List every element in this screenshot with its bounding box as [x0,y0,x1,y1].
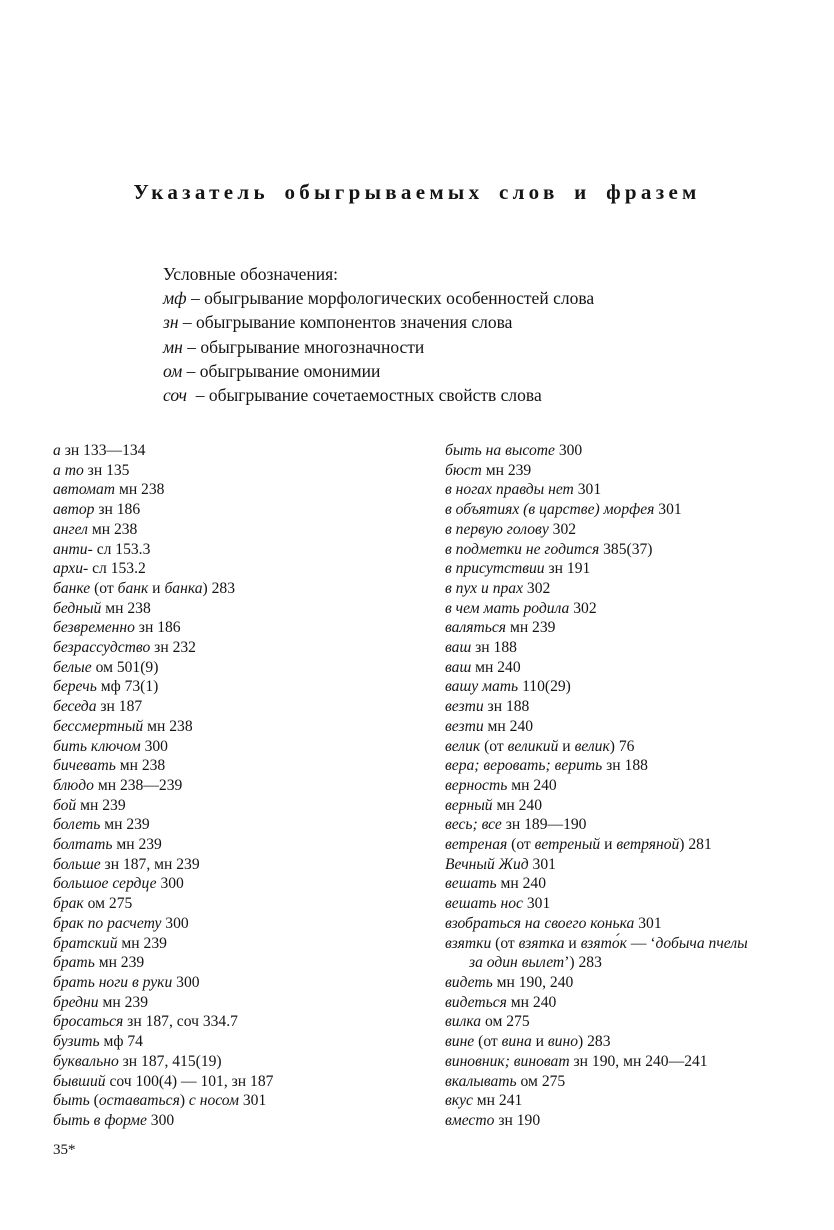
index-entry [445,1012,825,1032]
index-entry [53,776,403,796]
index-entry [445,480,825,500]
index-entry [53,737,403,757]
entry-headword: а то [53,461,84,479]
entry-reference: мн 238 [101,599,151,617]
legend-item [163,383,594,407]
entry-headword: за один вылет [469,954,565,972]
legend-separator: – [182,336,201,357]
index-entry [445,874,825,894]
entry-reference: мн 240 [492,796,542,814]
entry-headword: в пух и прах [445,579,524,597]
index-entry [445,618,825,638]
entry-headword: болтать [53,836,113,854]
legend-separator: – [186,288,205,309]
entry-reference: зн 186 [134,619,181,637]
index-entry [445,540,825,560]
index-entry [53,894,403,914]
entry-headword: безрассудство [53,639,151,657]
entry-headword: вместо [445,1111,495,1129]
index-entry [445,638,825,658]
entry-headword: в первую голову [445,520,549,538]
legend-item [163,335,594,359]
entry-headword: братский [53,934,118,952]
entry-headword: безвременно [53,619,135,637]
index-entry [445,776,825,796]
index-entry [53,1032,403,1052]
legend-description: обыгрывание омонимии [199,360,381,381]
index-entry [445,520,825,540]
entry-headword: везти [445,698,484,716]
index-entry [445,815,825,835]
entry-reference: зн 186 [94,501,141,519]
entry-reference: ( [89,1092,99,1110]
index-entry [53,914,403,934]
entry-headword: вера; веровать; верить [445,757,603,775]
entry-headword: вешать нос [445,895,523,913]
entry-reference: ) 281 [679,836,712,854]
entry-headword: вине [445,1033,475,1051]
index-entry [53,1072,403,1092]
index-entry [53,520,403,540]
legend-item [163,286,594,310]
entry-reference: ом 275 [83,895,133,913]
index-entry [53,1091,403,1111]
legend-item [163,310,594,334]
entry-headword: брак по расчету [53,914,162,932]
entry-headword: бузить [53,1033,100,1051]
entry-reference: ) 283 [202,579,236,597]
index-entry [445,973,825,993]
entry-reference: мн 240 [471,658,521,676]
entry-reference: мн 240 [507,776,557,794]
entry-reference: мн 240 [506,993,557,1011]
entry-reference: 301 [522,895,551,913]
index-entry [53,717,403,737]
index-entry [53,1052,403,1072]
entry-headword: автор [53,501,95,519]
index-entry [53,677,403,697]
entry-headword: бюст [445,461,482,479]
entry-headword: велик [574,737,610,755]
index-entry [53,559,403,579]
entry-headword: велик [445,737,481,755]
index-entry [445,953,825,973]
entry-headword: верность [445,776,508,794]
entry-headword: брак [53,895,84,913]
entry-reference: мн 239 [481,461,532,479]
legend-items [163,286,594,407]
entry-headword: бить ключом [53,737,141,755]
entry-reference: 300 [554,442,583,459]
legend-separator: – [178,312,197,333]
index-entry [445,737,825,757]
index-entry [445,559,825,579]
entry-headword: вина [501,1033,532,1051]
legend [163,262,594,407]
entry-reference: ) 76 [609,737,635,755]
index-entry [445,441,825,461]
entry-headword: банка [164,579,203,597]
index-entry [53,579,403,599]
entry-headword: брать [53,954,95,972]
index-entry [53,500,403,520]
entry-reference: зн 135 [83,461,130,479]
entry-reference: мф 73(1) [96,678,159,696]
index-entry [53,638,403,658]
entry-reference: мн 240 [496,875,547,893]
entry-headword: вешать [445,875,497,893]
entry-headword: бессмертный [53,717,144,735]
entry-reference: мн 238—239 [93,776,183,794]
entry-reference: мф 74 [99,1033,143,1051]
index-entry [445,835,825,855]
index-entry [445,579,825,599]
entry-reference: ом 501(9) [91,658,159,676]
entry-reference: мн 239 [76,796,126,814]
entry-reference: зн 191 [544,560,591,578]
entry-headword: великий [507,737,559,755]
entry-reference: зн 187, соч 334.7 [123,1013,238,1031]
entry-reference: мн 239 [94,954,145,972]
legend-description: обыгрывание компонентов значения слова [196,312,513,333]
entry-headword: взятка [518,934,565,952]
index-entry [445,756,825,776]
entry-reference: 110(29) [518,678,571,696]
entry-reference: ’) 283 [564,954,602,972]
index-entry [445,1032,825,1052]
entry-reference: ) 283 [578,1033,611,1051]
entry-headword: быть [53,1092,90,1110]
index-entry [53,835,403,855]
index-entry [53,953,403,973]
entry-reference: зн 188 [602,757,648,775]
entry-headword: большое сердце [53,875,157,893]
entry-headword: ветряной [616,836,680,854]
entry-headword: ваш [445,639,472,657]
entry-headword: ветреная [445,836,508,854]
index-entry [53,934,403,954]
page-title: Указатель обыгрываемых слов и фразем [133,180,701,204]
entry-headword: банк [117,579,149,597]
index-entry [53,461,403,481]
entry-headword: ваш [445,658,472,676]
legend-abbr: зн [163,312,179,333]
entry-reference: зн 187 [96,698,143,716]
entry-headword: вилка [445,1013,482,1031]
entry-reference: 300 [140,737,168,755]
entry-reference: мн 239 [506,619,556,637]
entry-headword: в объятиях (в царстве) морфея [445,501,655,519]
entry-reference: (от [491,934,519,952]
entry-reference: 301 [528,855,556,873]
entry-reference: 301 [573,481,602,499]
entry-reference: мн 241 [472,1092,523,1110]
index-entry [53,756,403,776]
entry-reference: 301 [238,1092,267,1110]
entry-headword: видеться [445,993,507,1011]
entry-headword: буквально [53,1052,119,1070]
legend-separator: – [182,360,200,381]
entry-headword: ветреный [534,836,601,854]
index-entry [53,855,403,875]
index-entry [445,717,825,737]
entry-headword: бредни [53,993,99,1011]
index-entry [445,677,825,697]
index-entry [445,934,825,954]
entry-headword: автомат [53,481,116,499]
index-entry [53,973,403,993]
index-entry [445,914,825,934]
entry-reference: зн 188 [471,639,517,657]
entry-headword: бедный [53,599,102,617]
index-entry [53,1111,403,1131]
index-entry [445,894,825,914]
entry-reference: мн 238 [87,520,138,538]
entry-headword: вкалывать [445,1072,517,1090]
entry-headword: вино [547,1033,579,1051]
index-column-right [445,441,825,1131]
entry-headword: в подметки не годится [445,540,600,558]
entry-headword: болеть [53,816,101,834]
entry-headword: в чем мать родила [445,599,570,617]
entry-headword: банке [53,579,91,597]
entry-reference: соч 100(4) — 101, зн 187 [105,1072,274,1090]
entry-reference: 302 [548,520,577,538]
entry-headword: взято́к [580,934,627,952]
index-entry [53,540,403,560]
entry-reference: зн 232 [150,639,196,657]
entry-reference: мн 239 [100,816,150,834]
entry-reference: и [531,1033,548,1051]
index-entry [445,658,825,678]
entry-headword: быть в форме [53,1111,147,1129]
legend-abbr: мф [163,288,187,309]
entry-headword: ангел [53,520,88,538]
entry-headword: с носом [188,1092,239,1110]
entry-reference: 300 [146,1111,175,1129]
entry-reference: (от [90,579,118,597]
index-entry [53,796,403,816]
index-entry [53,599,403,619]
entry-reference: зн 190 [494,1111,541,1129]
index-entry [445,1111,825,1131]
entry-headword: анти- [53,540,93,558]
entry-headword: больше [53,855,101,873]
entry-reference: зн 189—190 [501,816,587,834]
entry-headword: вашу мать [445,678,519,696]
signature-mark: 35* [53,1142,76,1158]
entry-reference: 301 [654,501,682,519]
index-entry [53,697,403,717]
entry-reference: ) [179,1092,189,1110]
index-entry [53,874,403,894]
index-entry [53,1012,403,1032]
entry-headword: в присутствии [445,560,545,578]
entry-headword: валяться [445,619,507,637]
entry-reference: зн 190, мн 240—241 [569,1052,708,1070]
entry-reference: мн 238 [115,757,166,775]
entry-reference: мн 239 [117,934,167,952]
legend-abbr: соч [163,385,187,406]
entry-reference: (от [507,836,535,854]
entry-reference: мн 240 [483,717,534,735]
entry-reference: зн 133—134 [60,442,146,459]
index-entry [53,815,403,835]
entry-reference: мн 190, 240 [492,973,574,991]
legend-description: обыгрывание сочетаемостных свойств слова [208,385,542,406]
legend-item [163,359,594,383]
entry-reference: ом 275 [516,1072,566,1090]
entry-reference: сл 153.2 [88,560,146,578]
index-entry [445,697,825,717]
entry-reference: 300 [156,875,184,893]
index-entry [445,1072,825,1092]
entry-headword: беседа [53,698,97,716]
entry-headword: бой [53,796,77,814]
index-entry [445,599,825,619]
entry-reference: и [558,737,575,755]
legend-separator: – [186,385,209,406]
entry-headword: везти [445,717,484,735]
legend-heading: Условные обозначения: [163,264,339,284]
index-entry [53,658,403,678]
entry-headword: в ногах правды нет [445,481,574,499]
entry-reference: зн 188 [483,698,530,716]
entry-reference: 302 [569,599,597,617]
entry-reference: и [600,836,617,854]
entry-headword: виновник; виноват [445,1052,570,1070]
entry-headword: беречь [53,678,97,696]
entry-reference: мн 239 [98,993,148,1011]
entry-reference: (от [474,1033,502,1051]
entry-reference: ом 275 [481,1013,530,1031]
entry-reference: зн 187, мн 239 [100,855,200,873]
entry-headword: архи- [53,560,89,578]
entry-reference: 385(37) [599,540,653,558]
entry-reference: 300 [172,973,200,991]
entry-headword: бывший [53,1072,106,1090]
entry-reference: мн 239 [112,836,162,854]
index-entry [445,500,825,520]
entry-headword: взобраться на своего конька [445,914,635,932]
entry-reference: и [564,934,581,952]
entry-headword: а [53,442,61,459]
entry-reference: 302 [523,579,551,597]
index-entry [445,993,825,1013]
entry-headword: Вечный Жид [445,855,529,873]
entry-headword: быть на высоте [445,442,555,459]
entry-headword: верный [445,796,493,814]
entry-headword: весь; все [445,816,502,834]
index-entry [53,441,403,461]
entry-headword: бичевать [53,757,116,775]
legend-description: обыгрывание морфологических особенностей слова [204,288,595,309]
entry-reference: мн 238 [143,717,193,735]
legend-abbr: мн [163,336,183,357]
index-entry [445,796,825,816]
entry-headword: оставаться [98,1092,180,1110]
entry-reference: 301 [634,914,662,932]
index-entry [445,461,825,481]
entry-reference: мн 238 [115,481,165,499]
entry-headword: бросаться [53,1013,124,1031]
legend-abbr: ом [163,360,183,381]
entry-reference: сл 153.3 [92,540,151,558]
entry-headword: видеть [445,973,493,991]
index-entry [445,855,825,875]
entry-reference: — ‘ [626,934,656,952]
index-entry [53,993,403,1013]
entry-headword: блюдо [53,776,94,794]
entry-headword: брать ноги в руки [53,973,173,991]
entry-reference: зн 187, 415(19) [118,1052,222,1070]
entry-reference: 300 [161,914,189,932]
index-entry [445,1091,825,1111]
entry-headword: вкус [445,1092,473,1110]
entry-headword: белые [53,658,92,676]
entry-reference: и [148,579,165,597]
index-entry [53,480,403,500]
entry-headword: взятки [445,934,492,952]
legend-description: обыгрывание многозначности [200,336,425,357]
index-entry [445,1052,825,1072]
index-entry [53,618,403,638]
index-column-left [53,441,403,1131]
entry-headword: добыча пчелы [655,934,748,952]
entry-reference: (от [480,737,508,755]
